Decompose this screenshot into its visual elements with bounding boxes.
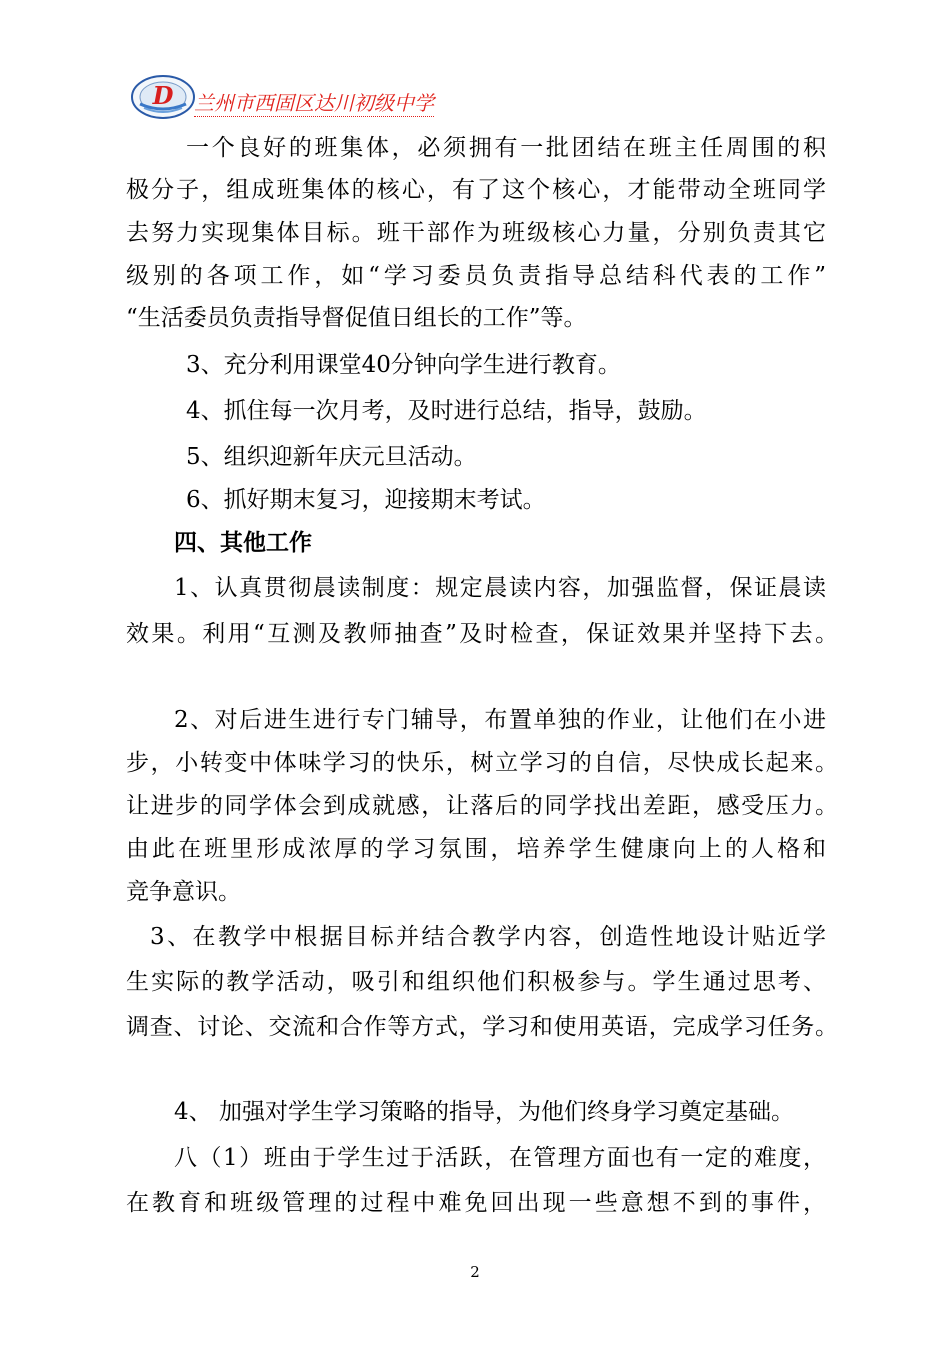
line-text: 4、抓住每一次月考，及时进行总结，指导，鼓励。 — [186, 398, 707, 424]
line-text: 6、抓好期末复习，迎接期末考试。 — [186, 487, 546, 513]
line-text: “生活委员负责指导督促值日组长的工作”等。 — [126, 305, 587, 331]
line-text: 由此在班里形成浓厚的学习氛围，培养学生健康向上的人格和 — [126, 836, 826, 862]
heading-text: 四、其他工作 — [174, 529, 312, 556]
line-text: 2、对后进生进行专门辅导，布置单独的作业，让他们在小进 — [174, 707, 826, 733]
school-logo-icon — [130, 74, 196, 120]
line-text: 效果。利用“互测及教师抽查”及时检查，保证效果并坚持下去。 — [126, 621, 838, 647]
line-text: 去努力实现集体目标。班干部作为班级核心力量，分别负责其它 — [126, 220, 826, 246]
svg-text:D: D — [152, 81, 174, 110]
line-text: 3、充分利用课堂40分钟向学生进行教育。 — [186, 352, 621, 378]
page-number: 2 — [470, 1263, 480, 1281]
line-text: 一个良好的班集体，必须拥有一批团结在班主任周围的积 — [186, 135, 826, 161]
line-text: 级别的各项工作，如“学习委员负责指导总结科代表的工作” — [126, 263, 826, 289]
line-text: 5、组织迎新年庆元旦活动。 — [186, 444, 477, 470]
line-text: 生实际的教学活动，吸引和组织他们积极参与。学生通过思考、 — [126, 969, 826, 995]
page-header — [130, 74, 450, 126]
school-name: 兰州市西固区达川初级中学 — [194, 91, 434, 115]
line-text: 步，小转变中体味学习的快乐，树立学习的自信，尽快成长起来。 — [126, 750, 838, 776]
line-text: 八（1）班由于学生过于活跃，在管理方面也有一定的难度， — [174, 1145, 826, 1171]
line-text: 1、认真贯彻晨读制度：规定晨读内容，加强监督，保证晨读 — [174, 575, 826, 601]
line-text: 让进步的同学体会到成就感，让落后的同学找出差距，感受压力。 — [126, 793, 838, 819]
line-text: 在教育和班级管理的过程中难免回出现一些意想不到的事件， — [126, 1190, 826, 1216]
line-text: 调查、讨论、交流和合作等方式，学习和使用英语，完成学习任务。 — [126, 1014, 838, 1040]
line-text: 极分子，组成班集体的核心，有了这个核心，才能带动全班同学 — [126, 177, 826, 203]
line-text: 3、在教学中根据目标并结合教学内容，创造性地设计贴近学 — [150, 924, 826, 950]
line-text: 4、 加强对学生学习策略的指导，为他们终身学习奠定基础。 — [174, 1099, 794, 1125]
line-text: 竞争意识。 — [126, 879, 241, 905]
